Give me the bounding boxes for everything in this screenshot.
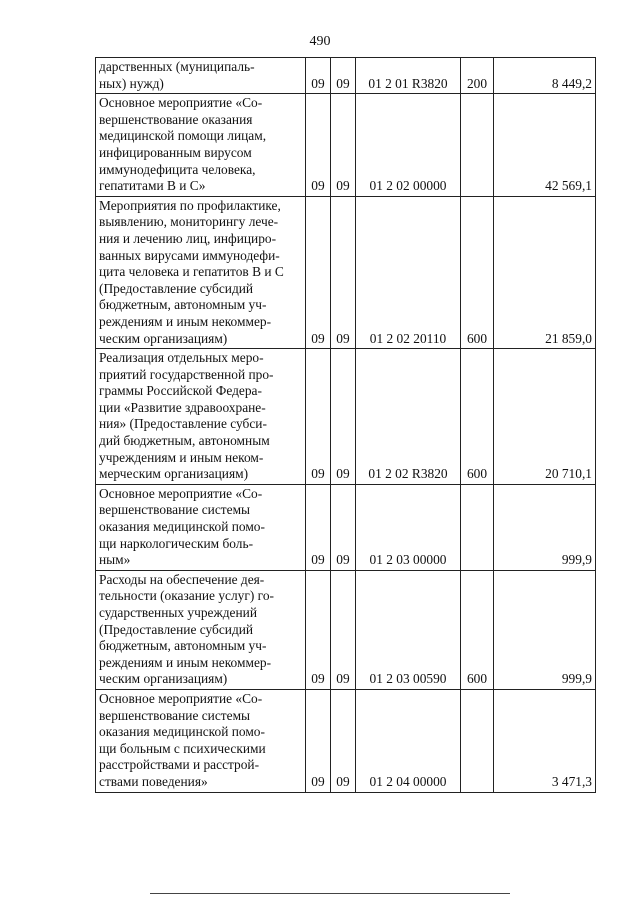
expense-name-line: расстройствами и расстрой- [99,757,260,773]
footer-rule [150,893,510,894]
expense-name-cell [96,196,306,348]
expense-name-cell [96,349,306,485]
expense-name-line: ния и лечению лиц, инфициро- [99,230,277,246]
expense-name-line: ванных вирусами иммунодефи- [99,247,280,263]
amount-cell: 3 471,3 [494,689,596,792]
section-code-cell: 09 [306,689,331,792]
section-code-cell: 09 [306,94,331,197]
expense-name-line: цита человека и гепатитов В и С [99,264,284,280]
expense-name-cell [96,570,306,689]
expense-name-line: вершенствование оказания [99,111,253,127]
expense-name-line: сударственных учреждений [99,605,257,620]
expense-name-line: Мероприятия по профилактике, [99,197,281,213]
amount-cell: 999,9 [494,484,596,570]
expense-name-line: иммунодефицита человека, [99,161,256,177]
expense-name-line: дарственных (муниципаль- [99,59,255,74]
expense-name-line: щи наркологическим боль- [99,535,254,551]
expense-name-line: бюджетным, автономным уч- [99,297,267,313]
expense-name-line: ции «Развитие здравоохране- [99,399,266,415]
budget-table-body [96,58,596,793]
expense-type-cell: 600 [461,570,494,689]
expense-name-line: дий бюджетным, автономным [99,433,270,449]
subsection-code-cell: 09 [331,484,356,570]
expense-name-line: мерческим организациям) [99,466,249,482]
budget-table [95,57,596,793]
expense-name-line: Расходы на обеспечение дея- [99,571,265,587]
subsection-code-cell: 09 [331,349,356,485]
expense-name-line: (Предоставление субсидий [99,280,254,296]
expense-name-line: инфицированным вирусом [99,144,252,160]
expense-name-line: реждениям и иным некоммер- [99,654,272,670]
expense-name-line: вершенствование системы [99,502,251,518]
table-row [96,689,596,792]
expense-name-line: ческим организациям) [99,330,228,346]
expense-name-line: щи больным с психическими [99,740,266,756]
expense-name-line: выявлению, мониторингу лече- [99,214,279,230]
target-article-cell: 01 2 01 R3820 [356,58,461,94]
expense-name-line: ным» [99,552,131,568]
subsection-code-cell: 09 [331,94,356,197]
expense-name-line: Основное мероприятие «Со- [99,95,263,111]
target-article-cell: 01 2 03 00000 [356,484,461,570]
target-article-cell: 01 2 02 R3820 [356,349,461,485]
expense-type-cell [461,94,494,197]
expense-type-cell [461,484,494,570]
expense-type-cell [461,689,494,792]
expense-name-line: ствами поведения» [99,773,208,789]
expense-name-cell [96,484,306,570]
table-row [96,94,596,197]
subsection-code-cell: 09 [331,689,356,792]
target-article-cell: 01 2 03 00590 [356,570,461,689]
subsection-code-cell: 09 [331,570,356,689]
expense-name-cell [96,689,306,792]
expense-name-line: Реализация отдельных меро- [99,350,264,366]
expense-name-line: оказания медицинской помо- [99,724,265,740]
subsection-code-cell: 09 [331,58,356,94]
expense-type-cell: 200 [461,58,494,94]
table-row [96,349,596,485]
section-code-cell: 09 [306,570,331,689]
expense-name-line: учреждениям и иным неком- [99,449,264,465]
amount-cell: 8 449,2 [494,58,596,94]
section-code-cell: 09 [306,196,331,348]
target-article-cell: 01 2 02 20110 [356,196,461,348]
expense-name-line: Основное мероприятие «Со- [99,690,263,706]
table-row [96,570,596,689]
section-code-cell: 09 [306,349,331,485]
expense-name-line: ных) нужд) [99,75,164,91]
expense-name-line: (Предоставление субсидий [99,621,254,637]
expense-name-line: медицинской помощи лицам, [99,128,267,144]
expense-name-line: ческим организациям) [99,671,228,687]
expense-type-cell: 600 [461,196,494,348]
amount-cell: 21 859,0 [494,196,596,348]
subsection-code-cell: 09 [331,196,356,348]
amount-cell: 999,9 [494,570,596,689]
expense-name-line: реждениям и иным некоммер- [99,313,272,329]
expense-name-line: ния» (Предоставление субси- [99,416,267,432]
amount-cell: 20 710,1 [494,349,596,485]
expense-name-line: гепатитами В и С» [99,178,206,194]
target-article-cell: 01 2 02 00000 [356,94,461,197]
expense-name-line: Основное мероприятие «Со- [99,485,263,501]
table-row [96,196,596,348]
expense-name-line: граммы Российской Федера- [99,383,262,399]
expense-type-cell: 600 [461,349,494,485]
expense-name-line: вершенствование системы [99,707,251,723]
page-number: 490 [309,34,331,49]
section-code-cell: 09 [306,484,331,570]
expense-name-cell [96,58,306,94]
table-row [96,58,596,94]
target-article-cell: 01 2 04 00000 [356,689,461,792]
expense-name-cell [96,94,306,197]
expense-name-line: тельности (оказание услуг) го- [99,588,274,604]
expense-name-line: оказания медицинской помо- [99,519,265,535]
amount-cell: 42 569,1 [494,94,596,197]
table-row [96,484,596,570]
expense-name-line: бюджетным, автономным уч- [99,638,267,654]
section-code-cell: 09 [306,58,331,94]
expense-name-line: приятий государственной про- [99,366,274,382]
